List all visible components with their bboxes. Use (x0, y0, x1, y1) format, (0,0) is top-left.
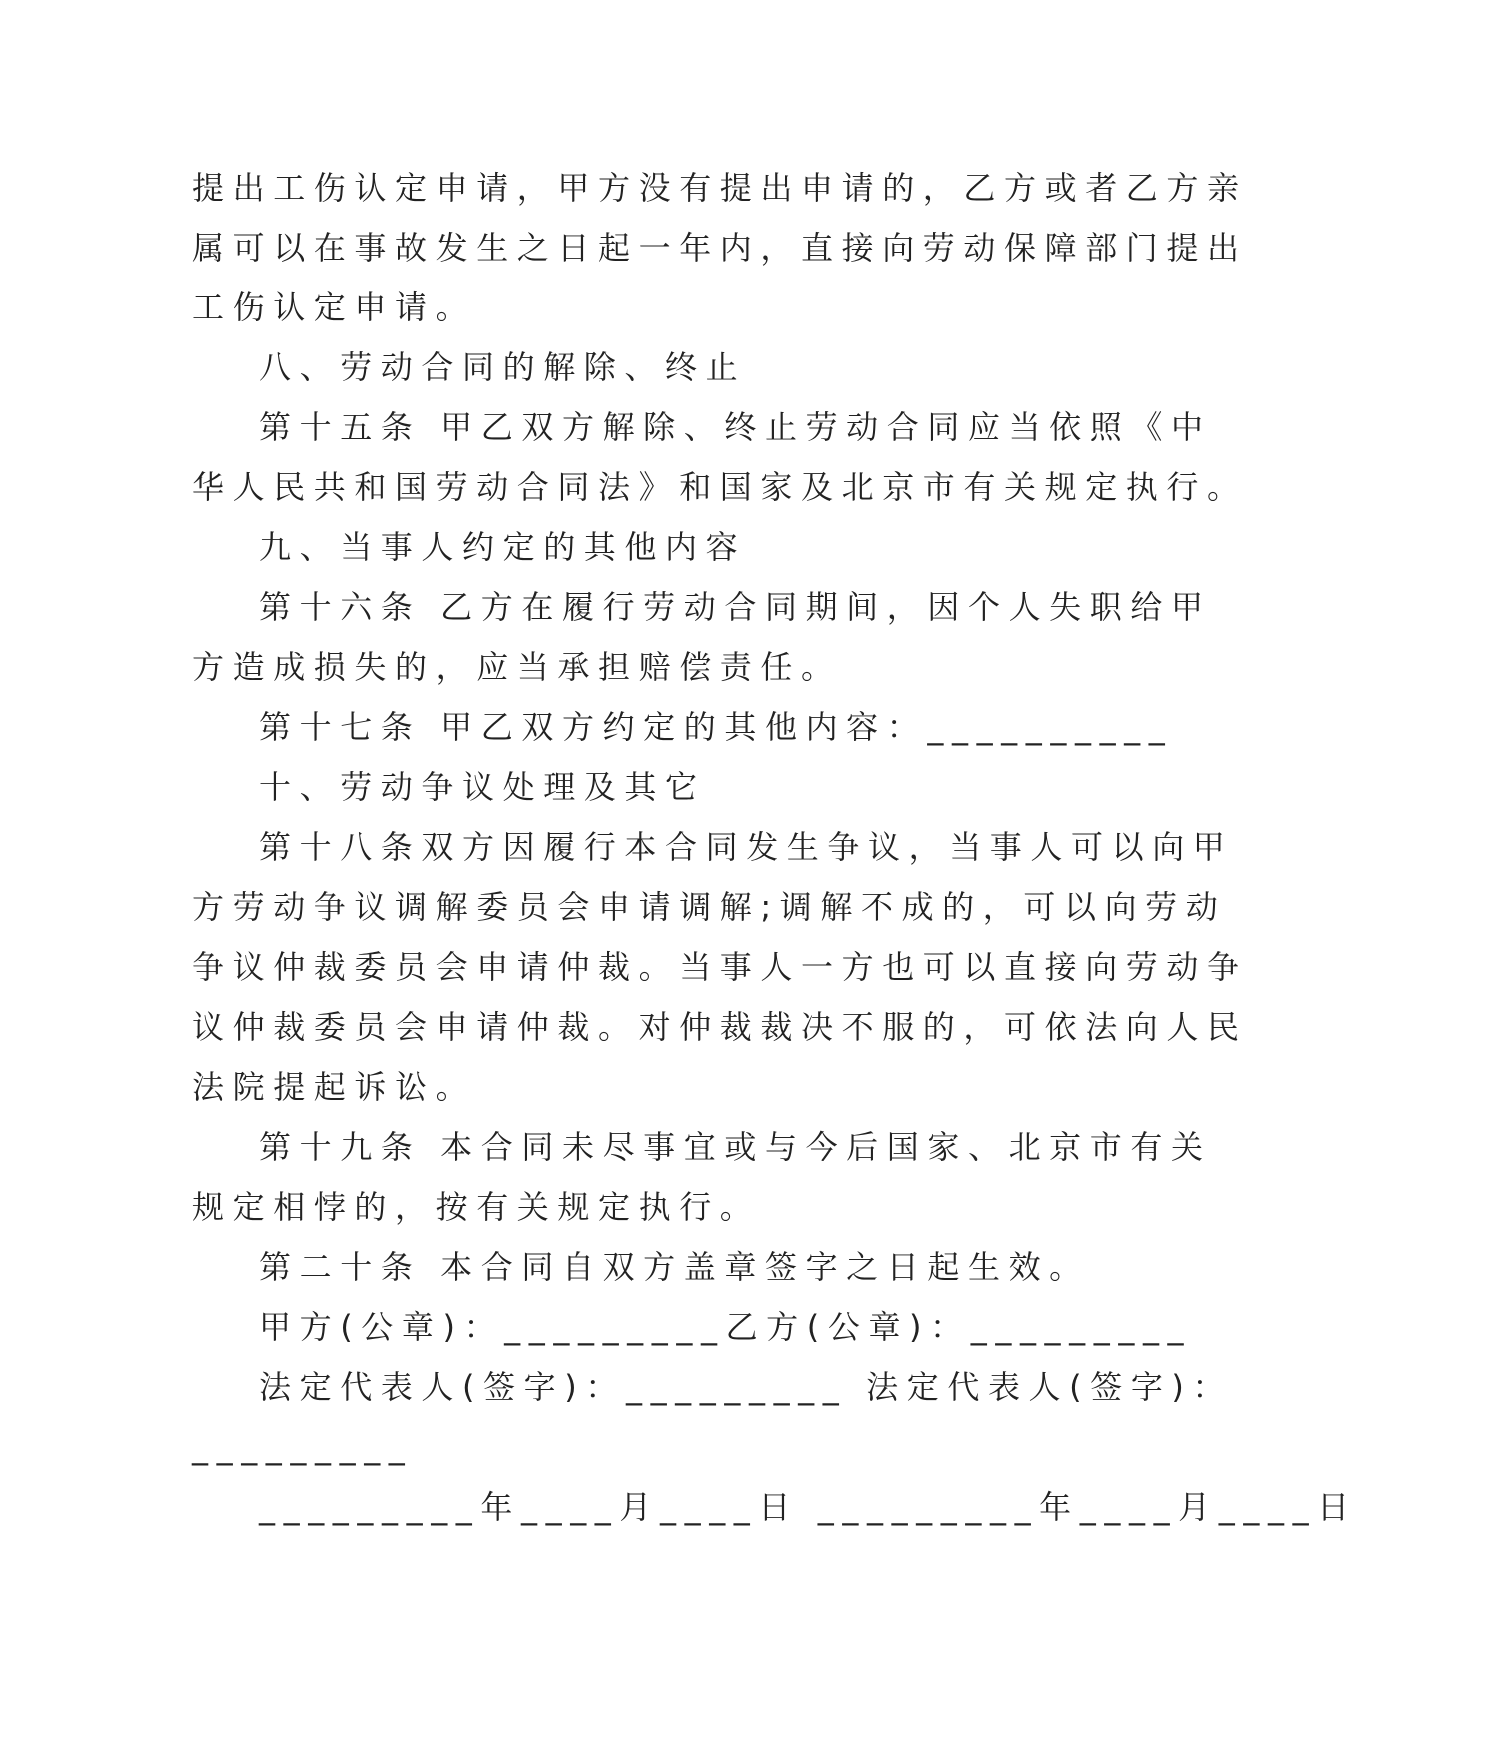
body-text-line: 争议仲裁委员会申请仲裁。当事人一方也可以直接向劳动争 (192, 948, 1248, 986)
article-text-line: 第十五条 甲乙双方解除、终止劳动合同应当依照《中 (259, 408, 1212, 446)
body-text-line: 工伤认定申请。 (192, 288, 477, 326)
body-text-line: 法院提起诉讼。 (192, 1068, 477, 1106)
article-text-line: 第十九条 本合同未尽事宜或与今后国家、北京市有关 (259, 1128, 1212, 1166)
article-text-line: 第十六条 乙方在履行劳动合同期间，因个人失职给甲 (259, 588, 1212, 626)
body-text-line: 方造成损失的，应当承担赔偿责任。 (192, 648, 842, 686)
section-heading: 八、劳动合同的解除、终止 (259, 348, 747, 386)
article-text-line: 第二十条 本合同自双方盖章签字之日起生效。 (259, 1248, 1090, 1286)
body-text-line: 属可以在事故发生之日起一年内，直接向劳动保障部门提出 (192, 229, 1248, 267)
article-text-line: 第十八条双方因履行本合同发生争议，当事人可以向甲 (259, 828, 1234, 866)
body-text-line: 华人民共和国劳动合同法》和国家及北京市有关规定执行。 (192, 468, 1248, 506)
date-line: _________年____月____日 _________年____月____日 (259, 1488, 1358, 1526)
representative-signature-line: 法定代表人(签字)：_________ 法定代表人(签字)： (259, 1368, 1234, 1406)
body-text-line: 方劳动争议调解委员会申请调解;调解不成的，可以向劳动 (192, 888, 1227, 926)
section-heading: 九、当事人约定的其他内容 (259, 528, 747, 566)
body-text-line: 规定相悖的，按有关规定执行。 (192, 1188, 761, 1226)
signature-blank-line: _________ (192, 1428, 414, 1466)
article-text-line: 第十七条 甲乙双方约定的其他内容：__________ (259, 708, 1174, 746)
seal-signature-line: 甲方(公章)：_________乙方(公章)：_________ (259, 1308, 1193, 1346)
section-heading: 十、劳动争议处理及其它 (259, 768, 706, 806)
body-text-line: 提出工伤认定申请，甲方没有提出申请的，乙方或者乙方亲 (192, 169, 1248, 207)
body-text-line: 议仲裁委员会申请仲裁。对仲裁裁决不服的，可依法向人民 (192, 1008, 1248, 1046)
